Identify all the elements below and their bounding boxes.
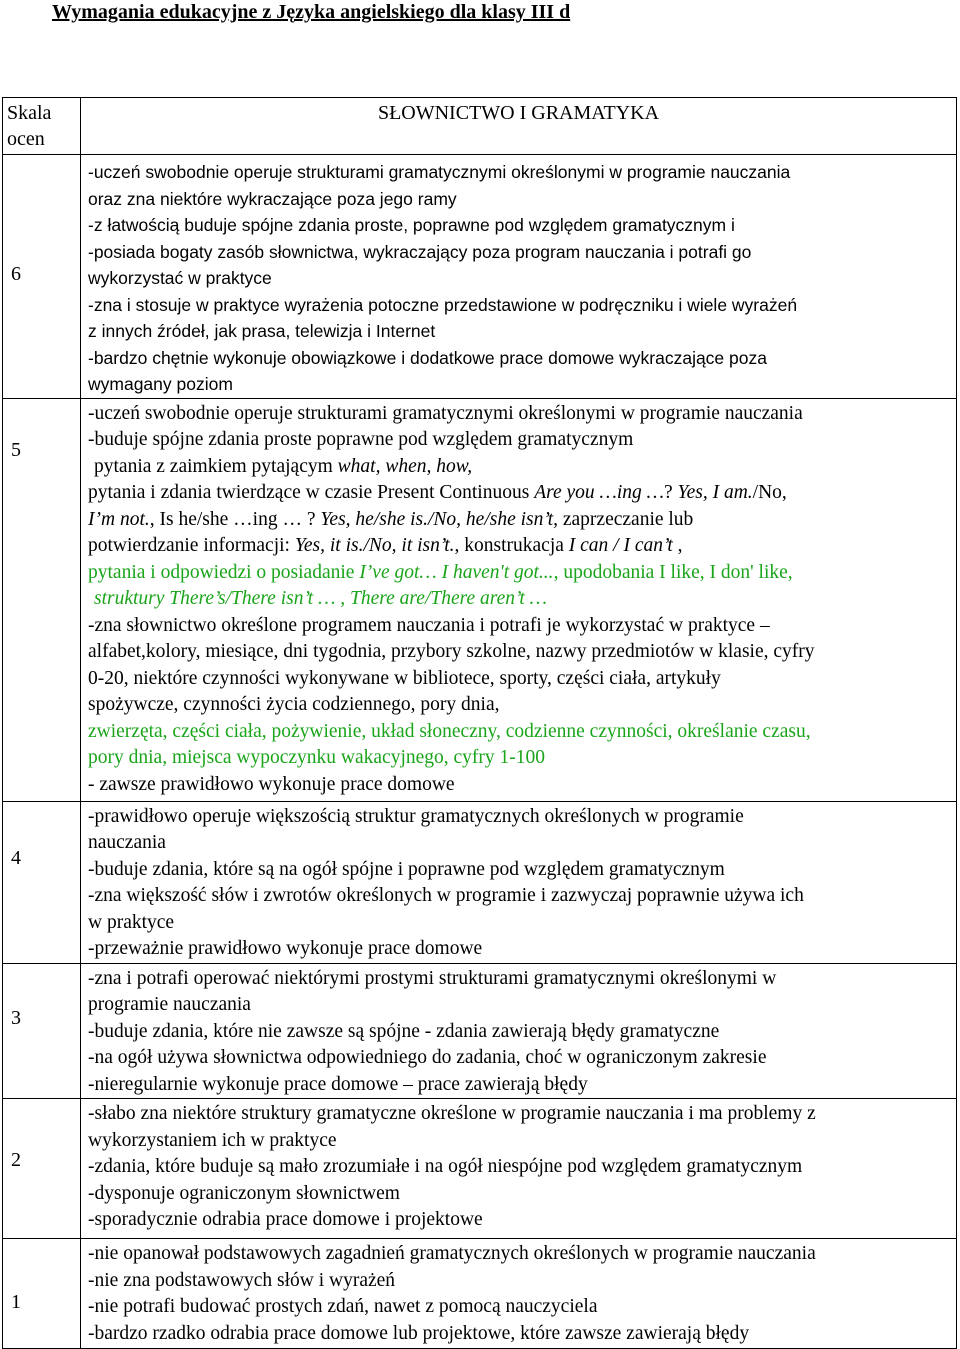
- grade-column-header: [3, 98, 81, 155]
- description-line: -nie opanował podstawowych zagadnień gramatycznych określonych w programie nauczania: [88, 1243, 816, 1264]
- description-line: [88, 507, 952, 534]
- grade-row-2: [3, 1099, 957, 1239]
- grade-label: 3: [11, 1006, 21, 1029]
- description-line: nauczania: [88, 832, 166, 853]
- description-line: -zna i stosuje w praktyce wyrażenia potoczne przedstawione w podręczniku i wiele wyrażeń: [88, 294, 798, 315]
- text-run: , upodobania I like, I don' like,: [553, 561, 793, 583]
- description-line: alfabet,kolory, miesiące, dni tygodnia, przybory szkolne, nazwy przedmiotów w klasie, cyfry: [88, 641, 815, 662]
- description-line: -sporadycznie odrabia prace domowe i projektowe: [88, 1209, 483, 1230]
- grade-cell: [3, 155, 81, 399]
- description-line: -dysponuje ograniczonym słownictwem: [88, 1182, 400, 1204]
- description-line: [88, 480, 952, 507]
- text-run: what, when, how,: [337, 455, 473, 477]
- content-column-header: [81, 98, 957, 155]
- grade-description: [81, 801, 957, 963]
- description-line: oraz zna niektóre wykraczające poza jego ramy: [88, 188, 457, 209]
- description-line: 0-20, niektóre czynności wykonywane w bibliotece, sporty, części ciała, artykuły: [88, 667, 721, 689]
- text-run: , Is he/she …ing … ?: [149, 508, 321, 530]
- description-line: -nie potrafi budować prostych zdań, nawet z pomocą nauczyciela: [88, 1296, 598, 1317]
- text-run: pytania z zaimkiem pytającym: [94, 455, 338, 477]
- description-line: -bardzo rzadko odrabia prace domowe lub projektowe, które zawsze zawierają błędy: [88, 1322, 750, 1344]
- description-line: [88, 586, 952, 613]
- text-run: zaprzeczanie lub: [557, 508, 694, 530]
- description-line: -bardzo chętnie wykonuje obowiązkowe i dodatkowe prace domowe wykraczające poza: [88, 347, 767, 368]
- table-header-row: [3, 98, 957, 155]
- description-line: -zna słownictwo określone programem nauczania i potrafi je wykorzystać w praktyce –: [88, 614, 770, 636]
- description-line: zwierzęta, części ciała, pożywienie, układ słoneczny, codzienne czynności, określanie czasu,: [88, 720, 811, 742]
- description-line: wymagany poziom: [88, 374, 233, 394]
- grade-label: 2: [11, 1149, 21, 1171]
- text-run: I’m not.: [88, 508, 150, 530]
- description-line: [88, 560, 952, 587]
- requirements-table: [2, 97, 957, 1349]
- text-run: /No,: [752, 482, 787, 503]
- grade-description: [81, 1099, 957, 1239]
- text-run: Are you …ing …: [534, 482, 664, 503]
- text-run: I’ve got… I haven't got...: [359, 561, 554, 583]
- description-line: [88, 454, 952, 481]
- grade-description: [81, 1239, 957, 1349]
- grade-label: 1: [11, 1291, 21, 1313]
- text-run: ,: [672, 535, 683, 556]
- grade-cell: [3, 1239, 81, 1349]
- description-line: programie nauczania: [88, 994, 251, 1015]
- description-line: -prawidłowo operuje większością struktur gramatycznych określonych w programie: [88, 805, 744, 827]
- description-line: -nieregularnie wykonuje prace domowe – prace zawierają błędy: [88, 1073, 588, 1095]
- description-line: -buduje zdania, które nie zawsze są spójne - zdania zawierają błędy gramatyczne: [88, 1020, 720, 1042]
- description-line: -przeważnie prawidłowo wykonuje prace domowe: [88, 938, 483, 959]
- description-line: -posiada bogaty zasób słownictwa, wykraczający poza program nauczania i potrafi go: [88, 241, 752, 262]
- text-run: pytania i odpowiedzi o posiadanie: [88, 561, 360, 583]
- description-line: pory dnia, miejsca wypoczynku wakacyjnego, cyfry 1-100: [88, 747, 546, 768]
- text-run: ?: [664, 482, 678, 503]
- grade-row-6: [3, 155, 957, 399]
- grade-row-1: [3, 1239, 957, 1349]
- description-line: z innych źródeł, jak prasa, telewizja i Internet: [88, 321, 436, 341]
- description-line: -zna większość słów i zwrotów określonych w programie i zazwyczaj poprawnie używa ich: [88, 885, 804, 906]
- text-run: I can / I can’t: [568, 535, 673, 556]
- description-line: spożywcze, czynności życia codziennego, pory dnia,: [88, 694, 500, 715]
- text-run: Yes, it is.: [294, 535, 364, 556]
- description-line: -uczeń swobodnie operuje strukturami gramatycznymi określonymi w programie nauczania: [88, 402, 803, 424]
- text-run: struktury There’s/There isn’t … , There are/There aren’t …: [94, 588, 547, 609]
- grade-cell: [3, 1099, 81, 1239]
- description-line: wykorzystać w praktyce: [88, 268, 272, 288]
- description-line: -uczeń swobodnie operuje strukturami gramatycznymi określonymi w programie nauczania: [88, 162, 791, 182]
- grade-label: 6: [11, 263, 21, 285]
- content-column-label: SŁOWNICTWO I GRAMATYKA: [377, 102, 660, 124]
- text-run: Yes, he/she is.: [320, 508, 428, 530]
- text-run: pytania i zdania twierdzące w czasie Present Continuous: [88, 482, 535, 503]
- text-run: /No, it isn’t.: [363, 535, 455, 556]
- description-line: [88, 533, 952, 560]
- grade-row-5: [3, 398, 957, 801]
- description-line: -słabo zna niektóre struktury gramatyczne określone w programie nauczania i ma problemy z: [88, 1103, 816, 1124]
- description-line: -na ogół używa słownictwa odpowiedniego do zadania, choć w ograniczonym zakresie: [88, 1047, 767, 1068]
- grade-cell: [3, 801, 81, 963]
- grade-description: [81, 963, 957, 1099]
- description-line: -buduje zdania, które są na ogół spójne i poprawne pod względem gramatycznym: [88, 858, 725, 880]
- description-line: wykorzystaniem ich w praktyce: [88, 1129, 337, 1151]
- description-line: -buduje spójne zdania proste poprawne pod względem gramatycznym: [88, 429, 634, 450]
- grade-column-label: Skala ocen: [7, 102, 52, 150]
- description-line: -nie zna podstawowych słów i wyrażeń: [88, 1269, 396, 1291]
- grade-label: 4: [11, 846, 21, 869]
- description-line: -zna i potrafi operować niektórymi prostymi strukturami gramatycznymi określonymi w: [88, 967, 777, 989]
- grade-row-3: [3, 963, 957, 1099]
- grade-row-4: [3, 801, 957, 963]
- description-line: -zdania, które buduje są mało zrozumiałe i na ogół niespójne pod względem gramatycznym: [88, 1156, 803, 1177]
- description-line: - zawsze prawidłowo wykonuje prace domowe: [88, 773, 455, 795]
- grade-description: [81, 155, 957, 399]
- grade-cell: [3, 963, 81, 1099]
- text-run: Yes, I am.: [677, 482, 753, 503]
- description-line: w praktyce: [88, 911, 175, 933]
- description-line: -z łatwością buduje spójne zdania proste, poprawne pod względem gramatycznym i: [88, 215, 735, 235]
- text-run: /No, he/she isn’t,: [427, 508, 558, 530]
- text-run: , konstrukacja: [454, 535, 569, 556]
- text-run: potwierdzanie informacji:: [88, 535, 295, 556]
- grade-cell: [3, 398, 81, 801]
- grade-description: [81, 398, 957, 801]
- grade-label: 5: [11, 438, 21, 461]
- document-title: Wymagania edukacyjne z Języka angielskiego dla klasy III d: [52, 1, 571, 23]
